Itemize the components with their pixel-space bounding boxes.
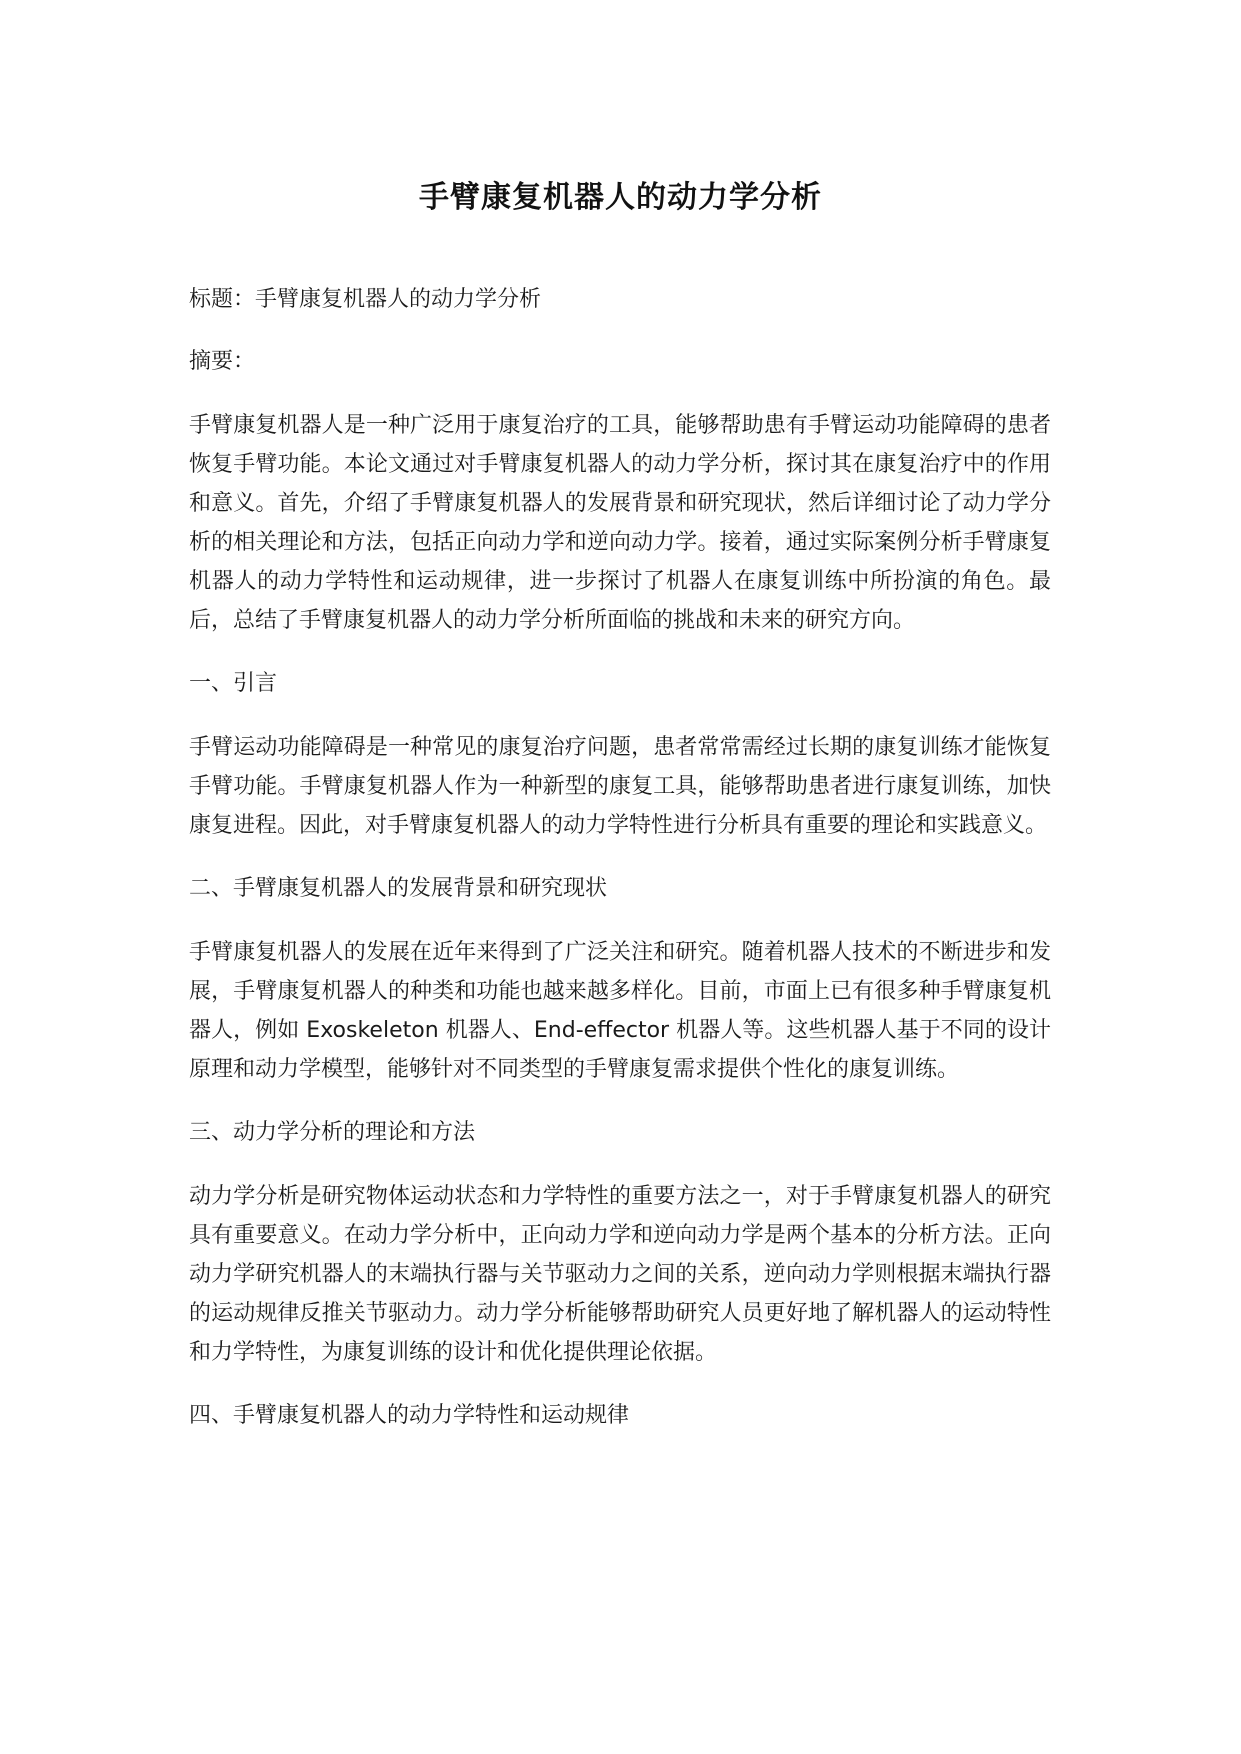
section-body-theory: 动力学分析是研究物体运动状态和力学特性的重要方法之一，对于手臂康复机器人的研究具有重要意义。在动力学分析中，正向动力学和逆向动力学是两个基本的分析方法。正向动力学研究机器人的末端执行器与关节驱动力之间的关系，逆向动力学则根据末端执行器的运动规律反推关节驱动力。动力学分析能够帮助研究人员更好地了解机器人的运动特性和力学特性，为康复训练的设计和优化提供理论依据。 [189, 1184, 1051, 1365]
document-body [189, 282, 1051, 1460]
section-body-background: 手臂康复机器人的发展在近年来得到了广泛关注和研究。随着机器人技术的不断进步和发展，手臂康复机器人的种类和功能也越来越多样化。目前，市面上已有很多种手臂康复机器人，例如 Exoskeleton 机器人、End-effector 机器人等。这些机器人基于不同的设计原理和动力学模型，能够针对不同类型的手臂康复需求提供个性化的康复训练。 [189, 940, 1051, 1082]
section-heading-introduction: 一、引言 [189, 671, 278, 696]
section-heading-background: 二、手臂康复机器人的发展背景和研究现状 [189, 876, 608, 901]
subject-line: 标题：手臂康复机器人的动力学分析 [189, 287, 542, 312]
abstract-paragraph: 手臂康复机器人是一种广泛用于康复治疗的工具，能够帮助患有手臂运动功能障碍的患者恢复手臂功能。本论文通过对手臂康复机器人的动力学分析，探讨其在康复治疗中的作用和意义。首先，介绍了手臂康复机器人的发展背景和研究现状，然后详细讨论了动力学分析的相关理论和方法，包括正向动力学和逆向动力学。接着，通过实际案例分析手臂康复机器人的动力学特性和运动规律，进一步探讨了机器人在康复训练中所扮演的角色。最后，总结了手臂康复机器人的动力学分析所面临的挑战和未来的研究方向。 [189, 413, 1051, 633]
section-body-introduction: 手臂运动功能障碍是一种常见的康复治疗问题，患者常常需经过长期的康复训练才能恢复手臂功能。手臂康复机器人作为一种新型的康复工具，能够帮助患者进行康复训练，加快康复进程。因此，对手臂康复机器人的动力学特性进行分析具有重要的理论和实践意义。 [189, 735, 1051, 838]
document-title: 手臂康复机器人的动力学分析 [419, 180, 822, 215]
section-heading-dynamics: 四、手臂康复机器人的动力学特性和运动规律 [189, 1403, 630, 1428]
abstract-label: 摘要： [189, 349, 256, 374]
section-heading-theory: 三、动力学分析的理论和方法 [189, 1120, 476, 1145]
